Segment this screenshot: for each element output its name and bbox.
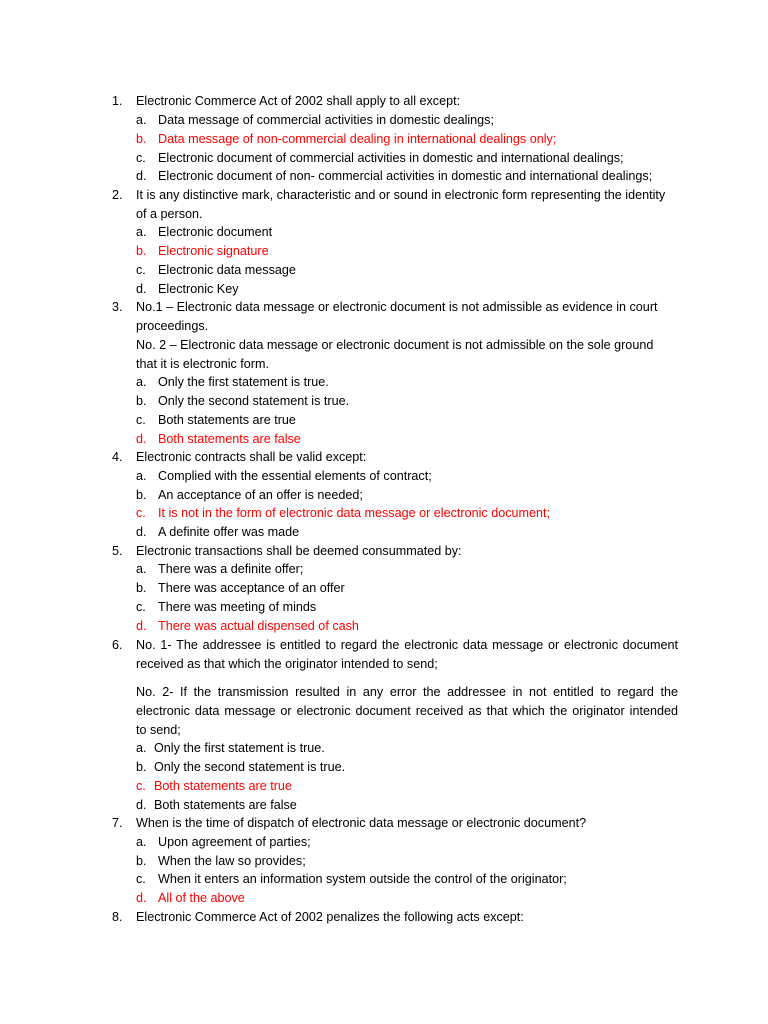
- option-letter: b.: [136, 581, 147, 595]
- option-text: A definite offer was made: [158, 525, 300, 539]
- option-text: Electronic document of non- commercial activities in domestic and international dealings;: [158, 169, 653, 183]
- option-letter: d.: [136, 891, 147, 905]
- question-text: Electronic contracts shall be valid except:: [136, 450, 367, 464]
- option-letter: c.: [136, 263, 146, 277]
- option-letter: d.: [136, 169, 147, 183]
- question-number: 4.: [112, 450, 123, 464]
- option-letter: a.: [136, 113, 147, 127]
- option-text: An acceptance of an offer is needed;: [158, 488, 363, 502]
- option-letter: a.: [136, 835, 147, 849]
- option-letter: b.: [136, 244, 147, 258]
- option-text: When it enters an information system outside the control of the originator;: [158, 872, 567, 886]
- option-letter: c.: [136, 151, 146, 165]
- option-text: Only the second statement is true.: [154, 760, 346, 774]
- question-text: of a person.: [136, 207, 203, 221]
- option-letter: a.: [136, 375, 147, 389]
- option-text: All of the above: [158, 891, 245, 905]
- option-text: Only the first statement is true.: [158, 375, 329, 389]
- option-text: There was a definite offer;: [158, 562, 304, 576]
- option-text: Both statements are false: [158, 432, 301, 446]
- option-text: When the law so provides;: [158, 854, 306, 868]
- option-letter: c.: [136, 413, 146, 427]
- option-letter: d.: [136, 432, 147, 446]
- option-letter: d.: [136, 619, 147, 633]
- option-text: There was acceptance of an offer: [158, 581, 345, 595]
- option-letter: d.: [136, 798, 147, 812]
- question-text: No. 2- If the transmission resulted in any error the addressee in not entitled to regard the: [136, 685, 678, 699]
- option-text: Only the first statement is true.: [154, 741, 325, 755]
- question-text: that it is electronic form.: [136, 357, 269, 371]
- option-letter: d.: [136, 525, 147, 539]
- option-text: Electronic document of commercial activities in domestic and international dealings;: [158, 151, 624, 165]
- question-text: Electronic Commerce Act of 2002 shall apply to all except:: [136, 94, 461, 108]
- option-text: Both statements are true: [154, 779, 292, 793]
- question-number: 2.: [112, 188, 123, 202]
- question-text: When is the time of dispatch of electronic data message or electronic document?: [136, 816, 587, 830]
- option-text: Only the second statement is true.: [158, 394, 350, 408]
- option-letter: a.: [136, 562, 147, 576]
- option-letter: b.: [136, 394, 147, 408]
- option-text: There was actual dispensed of cash: [158, 619, 359, 633]
- question-text: It is any distinctive mark, characteristic and or sound in electronic form representing the identity: [136, 188, 666, 202]
- option-text: Data message of non-commercial dealing in international dealings only;: [158, 132, 557, 146]
- question-text: Electronic transactions shall be deemed consummated by:: [136, 544, 462, 558]
- question-text: No.1 – Electronic data message or electronic document is not admissible as evidence in court: [136, 300, 658, 314]
- option-letter: c.: [136, 872, 146, 886]
- question-number: 3.: [112, 300, 123, 314]
- option-letter: b.: [136, 760, 147, 774]
- option-text: It is not in the form of electronic data message or electronic document;: [158, 506, 550, 520]
- question-number: 8.: [112, 910, 123, 924]
- option-letter: b.: [136, 132, 147, 146]
- option-text: Electronic Key: [158, 282, 239, 296]
- option-letter: a.: [136, 225, 147, 239]
- question-text: electronic data message or electronic document received as that which the originator intended: [136, 704, 678, 718]
- question-text: No. 2 – Electronic data message or electronic document is not admissible on the sole ground: [136, 338, 654, 352]
- question-number: 6.: [112, 638, 123, 652]
- option-letter: d.: [136, 282, 147, 296]
- option-text: Both statements are false: [154, 798, 297, 812]
- question-text: Electronic Commerce Act of 2002 penalizes the following acts except:: [136, 910, 524, 924]
- option-text: Electronic document: [158, 225, 273, 239]
- option-text: Data message of commercial activities in domestic dealings;: [158, 113, 494, 127]
- option-text: Electronic signature: [158, 244, 269, 258]
- option-letter: b.: [136, 854, 147, 868]
- question-text: to send;: [136, 723, 181, 737]
- option-letter: a.: [136, 741, 147, 755]
- question-text: No. 1- The addressee is entitled to regard the electronic data message or electronic document: [136, 638, 678, 652]
- option-text: Both statements are true: [158, 413, 296, 427]
- option-letter: c.: [136, 779, 146, 793]
- option-letter: a.: [136, 469, 147, 483]
- option-letter: c.: [136, 600, 146, 614]
- option-text: Complied with the essential elements of contract;: [158, 469, 432, 483]
- question-number: 7.: [112, 816, 123, 830]
- option-letter: b.: [136, 488, 147, 502]
- question-number: 1.: [112, 94, 123, 108]
- option-text: Electronic data message: [158, 263, 296, 277]
- option-text: There was meeting of minds: [158, 600, 317, 614]
- question-number: 5.: [112, 544, 123, 558]
- option-letter: c.: [136, 506, 146, 520]
- question-text: received as that which the originator intended to send;: [136, 657, 438, 671]
- option-text: Upon agreement of parties;: [158, 835, 311, 849]
- question-text: proceedings.: [136, 319, 209, 333]
